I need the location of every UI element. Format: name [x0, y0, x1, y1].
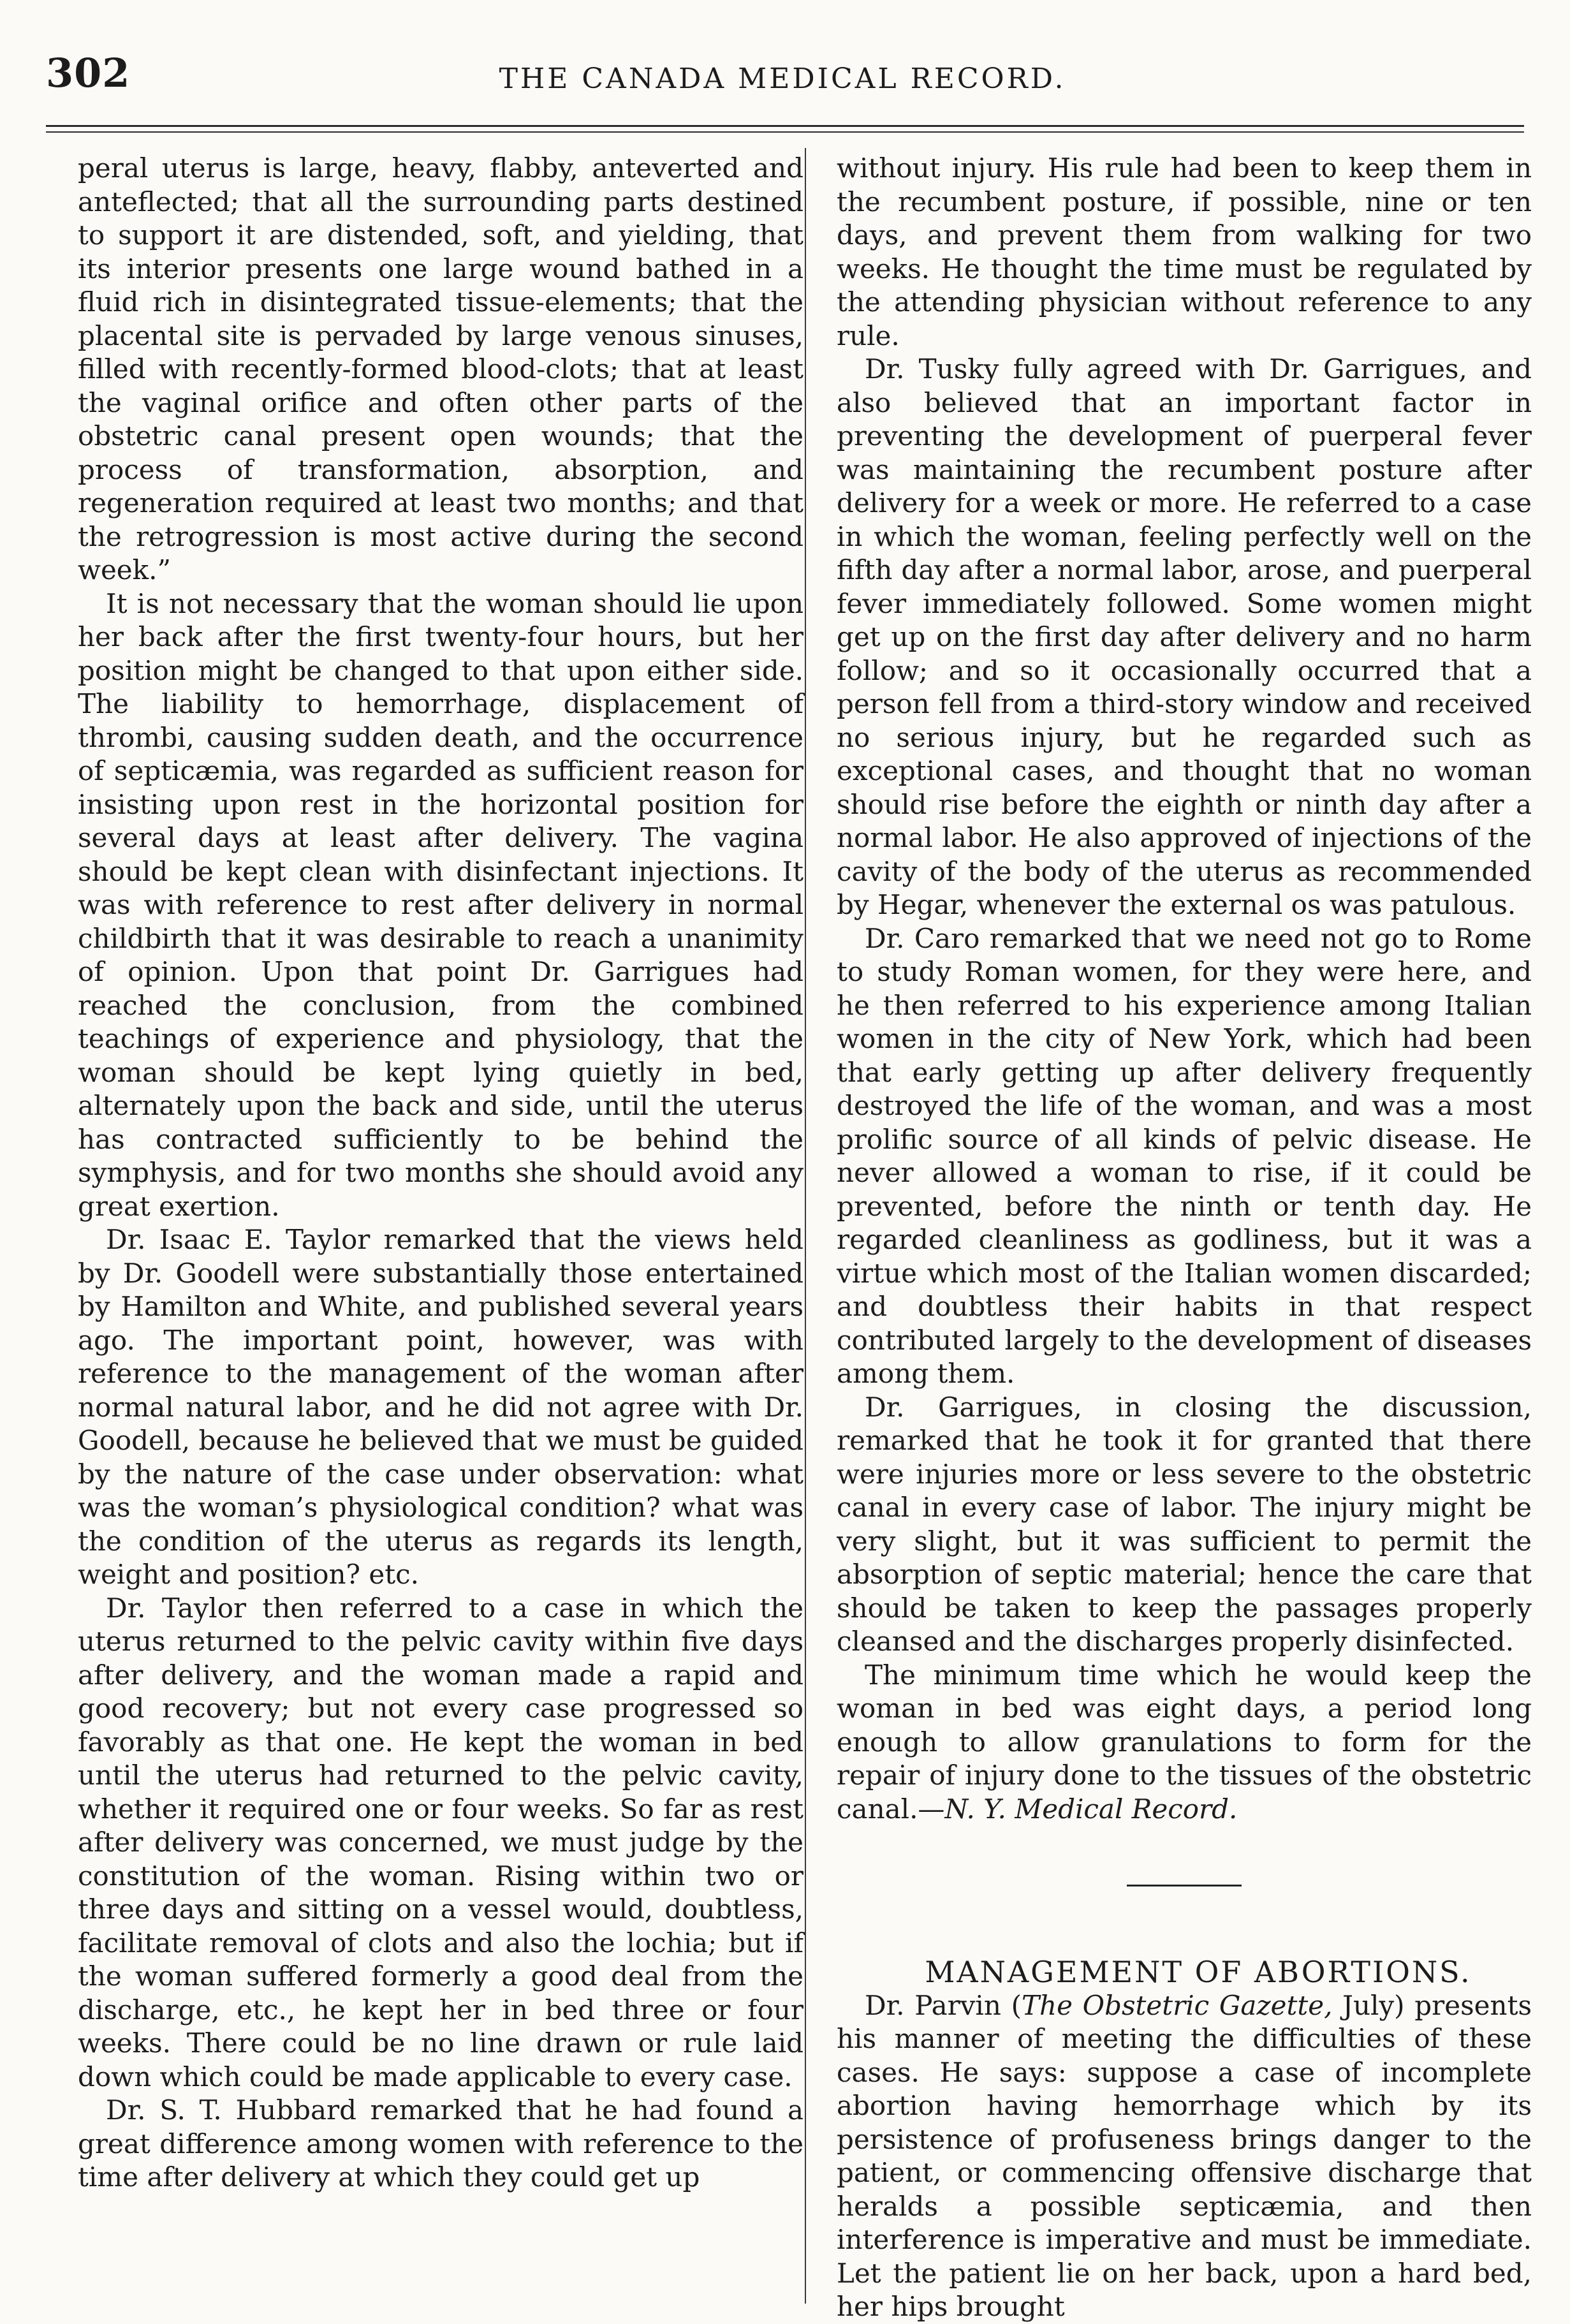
header-rule — [46, 125, 1524, 127]
paragraph: Dr. Taylor then referred to a case in which the uterus returned to the pelvic cavity within five days after delivery, and the woman made a rapid and good recovery; but not every case progressed so favorably as that one. He kept the woman in bed until the uterus had returned to the pelvic cavity, whether it required one or four weeks. So far as rest after delivery was concerned, we must judge by the constitution of the woman. Rising within two or three days and sitting on a vessel would, doubtless, facilitate removal of clots and also the lochia; but if the woman suffered formerly a good deal from the discharge, etc., he kept her in bed three or four weeks. There could be no line drawn or rule laid down which could be made applicable to every case. — [78, 1592, 803, 2092]
paragraph: Dr. Caro remarked that we need not go to Rome to study Roman women, for they were here, and he then referred to his experience among Italian women in the city of New York, which had been that early getting up after delivery frequently destroyed the life of the woman, and was a most prolific source of all kinds of pelvic disease. He never allowed a woman to rise, if it could be prevented, before the ninth or tenth day. He regarded cleanliness as godliness, but it was a virtue which most of the Italian women discarded; and doubtless their habits in that respect contributed largely to the development of diseases among them. — [837, 922, 1532, 1389]
paragraph: peral uterus is large, heavy, flabby, anteverted and anteflected; that all the surrounding parts destined to support it are distended, soft, and yielding, that its interior presents one large wound bathed in a fluid rich in disintegrated tissue-elements; that the placental site is pervaded by large venous sinuses, filled with recently-formed blood-clots; that at least the vaginal orifice and often other parts of the obstetric canal present open wounds; that the process of transformation, absorption, and regeneration required at least two months; and that the retrogression is most active during the second week.” — [78, 152, 803, 585]
paragraph — [837, 1659, 1532, 1827]
paragraph: Dr. S. T. Hubbard remarked that he had found a great difference among women with reference to the time after delivery at which they could get up — [78, 2094, 803, 2193]
paragraph-text: July) presents his manner of meeting the difficulties of these cases. He says: suppose a case of incomplete abortion having hemorrhage which by its persistence of profuseness brings danger to the patient, or commencing offensive discharge that heralds a possible septicæmia, and then interference is imperative and must be immediate. Let the patient lie on her back, upon a hard bed, her hips brought — [837, 1989, 1532, 2322]
paragraph — [837, 1989, 1532, 2324]
journal-title: THE CANADA MEDICAL RECORD. — [499, 63, 1066, 95]
paragraph: It is not necessary that the woman should lie upon her back after the first twenty-four hours, but her position might be changed to that upon either side. The liability to hemorrhage, displacement of thrombi, causing sudden death, and the occurrence of septicæmia, was regarded as sufficient reason for insisting upon rest in the horizontal position for several days at least after delivery. The vagina should be kept clean with disinfectant injections. It was with reference to rest after delivery in normal childbirth that it was desirable to reach a unanimity of opinion. Upon that point Dr. Garrigues had reached the conclusion, from the combined teachings of experience and physiology, that the woman should be kept lying quietly in bed, alternately upon the back and side, until the uterus has contracted sufficiently to be behind the symphysis, and for two months she should avoid any great exertion. — [78, 587, 803, 1222]
paragraph: Dr. Tusky fully agreed with Dr. Garrigues, and also believed that an important factor in preventing the development of puerperal fever was maintaining the recumbent posture after delivery for a week or more. He referred to a case in which the woman, feeling perfectly well on the fifth day after a normal labor, arose, and puerperal fever immediately followed. Some women might get up on the first day after delivery and no harm follow; and so it occasionally occurred that a person fell from a third-story window and received no serious injury, but he regarded such as exceptional cases, and thought that no woman should rise before the eighth or ninth day after a normal labor. He also approved of injections of the cavity of the body of the uterus as recommended by Hegar, whenever the external os was patulous. — [837, 353, 1532, 920]
right-column — [837, 152, 1532, 2322]
paragraph-text: Dr. Parvin ( — [865, 1989, 1022, 2021]
section-title: MANAGEMENT OF ABORTIONS. — [925, 1955, 1472, 1989]
paragraph: without injury. His rule had been to keep them in the recumbent posture, if possible, nine or ten days, and prevent them from walking for two weeks. He thought the time must be regulated by the attending physician without reference to any rule. — [837, 152, 1532, 351]
paragraph: Dr. Isaac E. Taylor remarked that the views held by Dr. Goodell were substantially those entertained by Hamilton and White, and published several years ago. The important point, however, was with reference to the management of the woman after normal natural labor, and he did not agree with Dr. Goodell, because he believed that we must be guided by the nature of the case under observation: what was the woman’s physiological condition? what was the condition of the uterus as regards its length, weight and position? etc. — [78, 1224, 803, 1590]
page-header — [46, 45, 1519, 108]
page-number: 302 — [46, 50, 131, 96]
header-rule-secondary — [46, 131, 1524, 133]
journal-citation: The Obstetric Gazette, — [1022, 1989, 1333, 2021]
section-divider — [1127, 1885, 1242, 1886]
paragraph-text: The minimum time which he would keep the woman in bed was eight days, a period long enough to allow granulations to form for the repair of injury done to the tissues of the obstetric canal.— — [837, 1659, 1532, 1825]
paragraph: Dr. Garrigues, in closing the discussion, remarked that he took it for granted that there were injuries more or less severe to the obstetric canal in every case of labor. The injury might be very slight, but it was sufficient to permit the absorption of septic material; hence the care that should be taken to keep the passages properly cleansed and the discharges properly disinfected. — [837, 1391, 1532, 1657]
column-divider — [805, 148, 806, 2304]
left-column — [78, 152, 803, 2295]
source-citation: N. Y. Medical Record. — [944, 1793, 1238, 1825]
